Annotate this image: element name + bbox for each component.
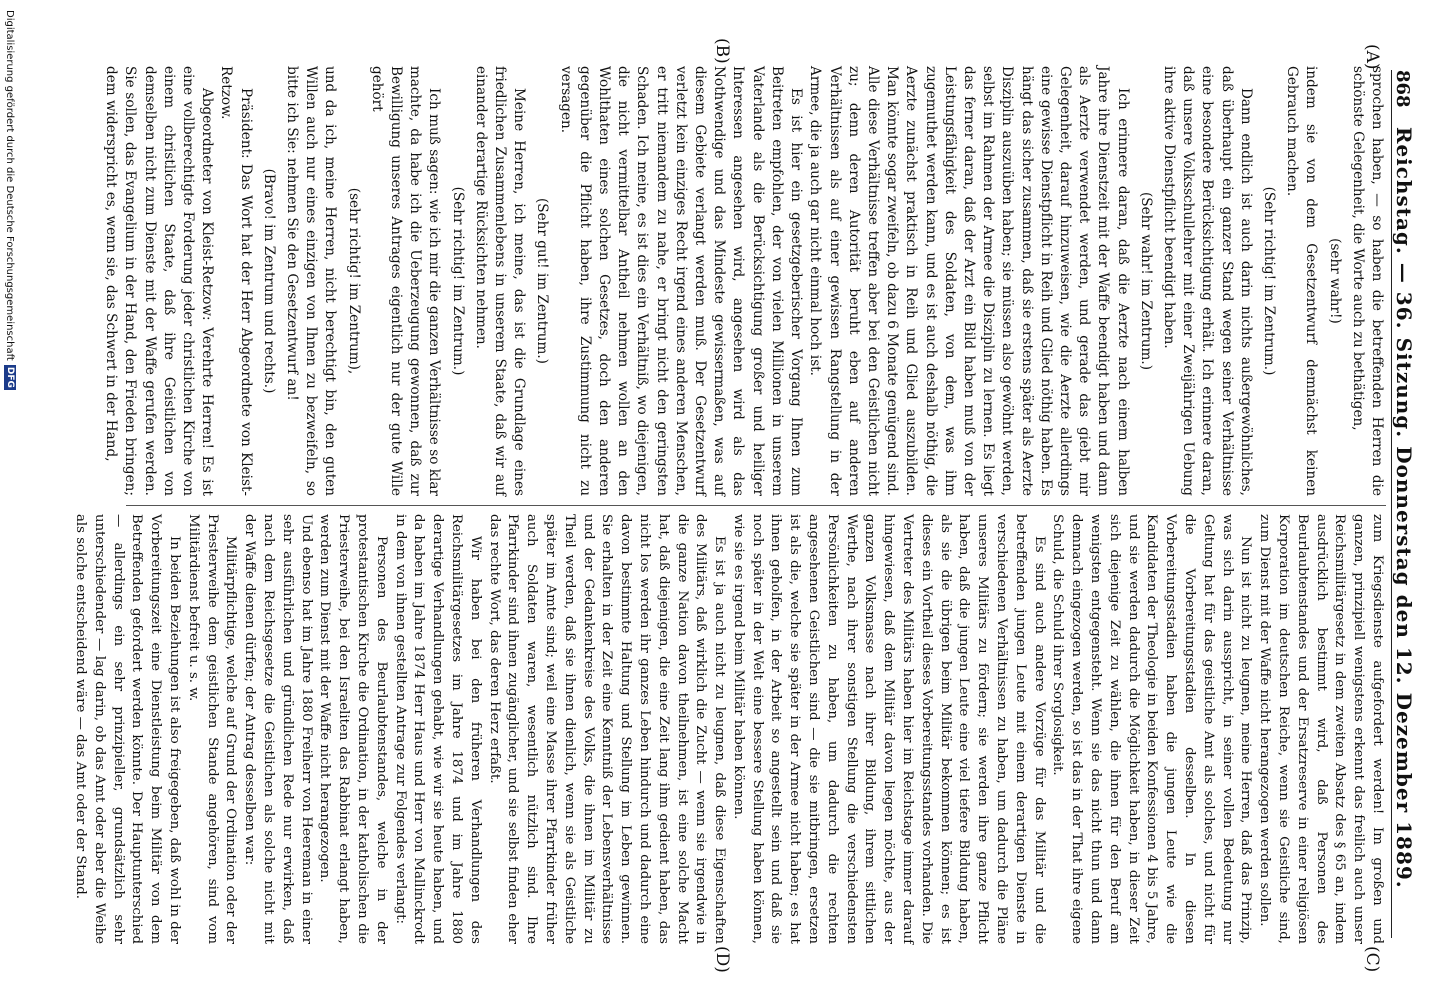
interjection: (Sehr gut! im Zentrum.) (534, 198, 551, 364)
interjection: (Sehr richtig! im Zentrum.) (1260, 186, 1277, 376)
interjection: (sehr richtig! im Zentrum), (345, 187, 362, 375)
dfg-logo: DFG (5, 366, 15, 388)
paragraph: Es sind auch andere Vorzüge für das Militär und die betreffenden jungen Leute mit einem derartigen Dienste in verschiedenen Verhältnissen zu haben, um dadurch die Pläne unseres Militärs zu fördern; sie werden ihre ganze Pflicht haben, daß die jungen Leute eine viel tiefere Bildung haben, als sie die übrigen beim Militär bekommen können; es ist dieses ein Vortheil dieses Vorbereitungsstandes vorhanden. Die Vertreter des Militärs haben hier im Reichstage immer darauf hingewiesen, daß dem Militär davon liegen möchte, aus der ganzen Volksmasse nach ihrer Bildung, ihrem sittlichen Werthe, nach ihrer sonstigen Stellung die verschiedensten Persönlichkeiten zu haben, um dadurch die rechten angesehenen Geistlichen sind — die sie mitbringen, ersetzen ist als die, welche sie später in der Armee nicht haben; es hat ihnen geholfen, in der Arbeit so angestellt sein und daß sie noch später in der Welt eine bessere Stellung haben können, wie sie es irgend beim Militär haben können. (730, 514, 1047, 944)
paragraph: Meine Herren, ich meine, das ist die Grundlage eines friedlichen Zusammenlebens in unserem Staate, daß wir auf einander derartige Rücksichten nehmen. (472, 66, 528, 496)
paragraph: Ich muß sagen: wie ich mir die ganzen Verhältnisse so klar machte, da habe ich die Ueberzeugung gewonnen, daß zur Bewilligung unseres Antrages eigentlich nur der gute Wille gehört (368, 66, 443, 496)
page-header (1391, 70, 1426, 938)
margin-mark-d: (D) (712, 946, 732, 973)
left-column (101, 66, 1386, 496)
paragraph: Präsident: Das Wort hat der Herr Abgeordnete von Kleist-Retzow. (218, 66, 254, 496)
paragraph: zum Kriegsdienste aufgefordert werden! Im großen und ganzen, prinzipiell wenigstens erkennt das freilich auch unser Reichsmilitärgesetz in dem zweiten Absatz des § 65 an, indem ausdrücklich bestimmt wird, daß Personen des Beurlaubtenstandes und der Ersatzreserve in einer religiösen Korporation im deutschen Reiche, wenn sie Geistliche sind, zum Dienst mit der Waffe nicht herangezogen werden sollen. (1257, 514, 1385, 944)
paragraph: In beiden Beziehungen ist also freigegeben, daß wohl in der Vorbereitungszeit eine Dienstleistung beim Militär von dem Betreffenden gefordert werden könnte. Der Hauptunterschied — allerdings ein sehr prinzipieller, grundsätzlich sehr unterschiedender — lag darin, ob das Amt oder aber die Weihe als solche entscheidend wäre — das Amt oder der Stand. (73, 514, 182, 944)
right-column (70, 514, 1386, 944)
paragraph: Wir haben bei den früheren Verhandlungen des Reichsmilitärgesetzes im Jahre 1874 und im Jahre 1880 derartige Verhandlungen gehabt, wie wir sie heute haben, und da haben im Jahre 1874 Herr Haus und Herr von Mallinckrodt in dem von ihnen gestellten Antrage zur Folgendes verlangt: (392, 514, 483, 944)
paragraph: Dann endlich ist auch darin nichts außergewöhnliches, daß überhaupt ein ganzer Stand wegen seiner Verhältnisse eine besondere Berücksichtigung erhält. Ich erinnere daran, daß unsere Volksschullehrer mit einer Zweijährigen Uebung ihre aktive Dienstpflicht beendigt haben. (1160, 66, 1254, 496)
paragraph: indem sie von dem Gesetzentwurf demnächst keinen Gebrauch machen. (1284, 66, 1320, 496)
paragraph: Nun ist nicht zu leugnen, meine Herren, daß das Prinzip, was sich darin ausspricht, in seiner vollen Bedeutung nur Geltung hat für das geistliche Amt als solches, und nicht für die Vorbereitungsstadien desselben. In diesen Vorbereitungsstadien haben die jungen Leute wie die Kandidaten der Theologie in beiden Konfessionen 4 bis 5 Jahre, und sie werden dadurch die Möglichkeit haben, in dieser Zeit sich diejenige Zeit zu wählen, die ihnen für den Beruf am wenigsten entgegensteht. Wenn sie das nicht thun und dann demnach eingezogen werden, so ist das in der That ihre eigene Schuld, die Schuld ihrer Sorglosigkeit. (1050, 514, 1254, 944)
interjection: (sehr wahr!) (1326, 238, 1343, 324)
interjection: (Sehr richtig! im Zentrum.) (449, 186, 466, 376)
column-divider (126, 505, 1386, 506)
paragraph: Ich erinnere daran, daß die Aerzte nach einem halben Jahre ihre Dienstzeit mit der Waffe beendigt haben und dann als Aerzte verwendet werden, und gerade das giebt mir Gelegenheit, darauf hinzuweisen, wie die Aerzte allerdings eine gewisse Dienstpflicht in Reih und Glied nöthig haben. Es hängt das sicher zusammen, daß sie erstens später als Aerzte Disziplin auszuüben haben; sie müssen also gewöhnt werden, selbst im Rahmen der Armee die Disziplin zu lernen. Es liegt das ferner daran, daß der Arzt ein Bild haben muß von der Leistungsfähigkeit des Soldaten, von dem, was ihm zugemuthet werden kann, und es ist auch deshalb nöthig, die Aerzte zunächst praktisch in Reih und Glied auszubilden. Man könnte sogar zweifeln, ob dazu 6 Monate genügend sind. Alle diese Verhältnisse treffen aber bei den Geistlichen nicht zu; denn deren Autorität beruht eben auf anderen Verhältnissen als auf einer gewissen Rangstellung in der Armee, die ja auch gar nicht einmal hoch ist. (807, 66, 1131, 496)
paragraph: Es ist ja auch nicht zu leugnen, daß diese Eigenschaften des Militärs, daß wirklich die Zucht — wenn sie irgendwie in die ganze Nation davon theilnehmen, ist eine solche Macht hat, daß diejenigen, die eine Zeit lang ihm gedient haben, das nicht los werden ihr ganzes Leben hindurch und dadurch eine davon bestimmte Haltung und Stellung im Leben gewinnen. Sie erhalten in der Zeit eine Kenntniß der Lebensverhältnisse und der Gedankenkreise des Volks, die ihnen im Militär zu Theil werden, daß sie ihnen dienlich, wenn sie als Geistliche später im Amte sind; weil eine Masse ihrer Pfarrkinder früher auch Soldaten waren, wesentlich nützlich sind. Ihre Pfarrkinder sind ihnen zugänglicher, und sie selbst finden eher das rechte Wort, das deren Herz erfaßt. (486, 514, 728, 944)
paragraph: Personen des Beurlaubtenstandes, welche in der protestantischen Kirche die Ordination, in der katholischen die Priesterweihe, bei den Israeliten das Rabbinat erlangt haben, werden zum Dienst mit der Waffe nicht herangezogen. (317, 514, 389, 944)
footer-text: Digitalisierung gefördert durch die Deutsche Forschungsgemeinschaft (4, 10, 16, 361)
margin-mark-b: (B) (712, 38, 732, 64)
paragraph: sprochen haben, — so haben die betreffenden Herren die schönste Gelegenheit, die Worte auch zu bethätigen, (1349, 66, 1385, 496)
page-footer (4, 10, 16, 390)
margin-mark-a: (A) (1362, 44, 1382, 70)
paragraph: Und ebenso hat im Jahre 1880 Freiherr von Heereman in einer sehr ausführlichen und gründlichen Rede nur erwirken, daß nach dem Reichsgesetze die Geistlichen als solche nicht mit der Waffe dienen dürfen; der Antrag desselben war: (242, 514, 314, 944)
paragraph: Es ist hier ein gesetzgeberischer Vorgang Ihnen zum Beitreten empfohlen, der von vielen Millionen in unserem Vaterlande als die Berücksichtigung großer und heiliger Interessen angesehen wird, angesehen wird als das Nothwendige und das Mindeste gewissermaßen, was auf diesem Gebiete verlangt werden muß. Der Gesetzentwurf verletzt kein einziges Recht irgend eines anderen Menschen, er tritt niemandem zu nahe, er bringt nicht den geringsten Schaden. Ich meine, es ist dies ein Verhältniß, wo diejenigen, die nicht vermittelbar Antheil nehmen wollen an den Wohlthaten eines solchen Gesetzes, doch den anderen gegenüber die Pflicht haben, ihre Zustimmung nicht zu versagen. (557, 66, 805, 496)
interjection: (Bravo! im Zentrum und rechts.) (260, 168, 277, 394)
page-number: 868 (1392, 70, 1413, 108)
margin-mark-c: (C) (1362, 946, 1382, 973)
interjection: (Sehr wahr! im Zentrum.) (1137, 191, 1154, 371)
paragraph: Abgeordneter von Kleist-Retzow: Verehrte Herren! Es ist eine vollberechtigte Forderung jeder christlichen Kirche von einem christlichen Staate, daß ihre Geistlichen von demselben nicht zum Dienste mit der Waffe gerufen werden. Sie sollen, das Evangelium in der Hand, den Frieden bringen; dem widerspricht es, wenn sie, das Schwert in der Hand, (103, 66, 216, 496)
page-title: Reichstag. — 36. Sitzung. Donnerstag den 12. Dezember 1889. (1392, 126, 1416, 889)
paragraph: Militärpflichtige, welche auf Grund der Ordination oder der Priesterweihe dem geistlichen Stande angehören, sind vom Militärdienst befreit u. s. w. (185, 514, 239, 944)
paragraph: und da ich, meine Herren, nicht berechtigt bin, den guten Willen auch nur eines einzigen von Ihnen zu bezweifeln, so bitte ich Sie: nehmen Sie den Gesetzentwurf an! (284, 66, 339, 496)
